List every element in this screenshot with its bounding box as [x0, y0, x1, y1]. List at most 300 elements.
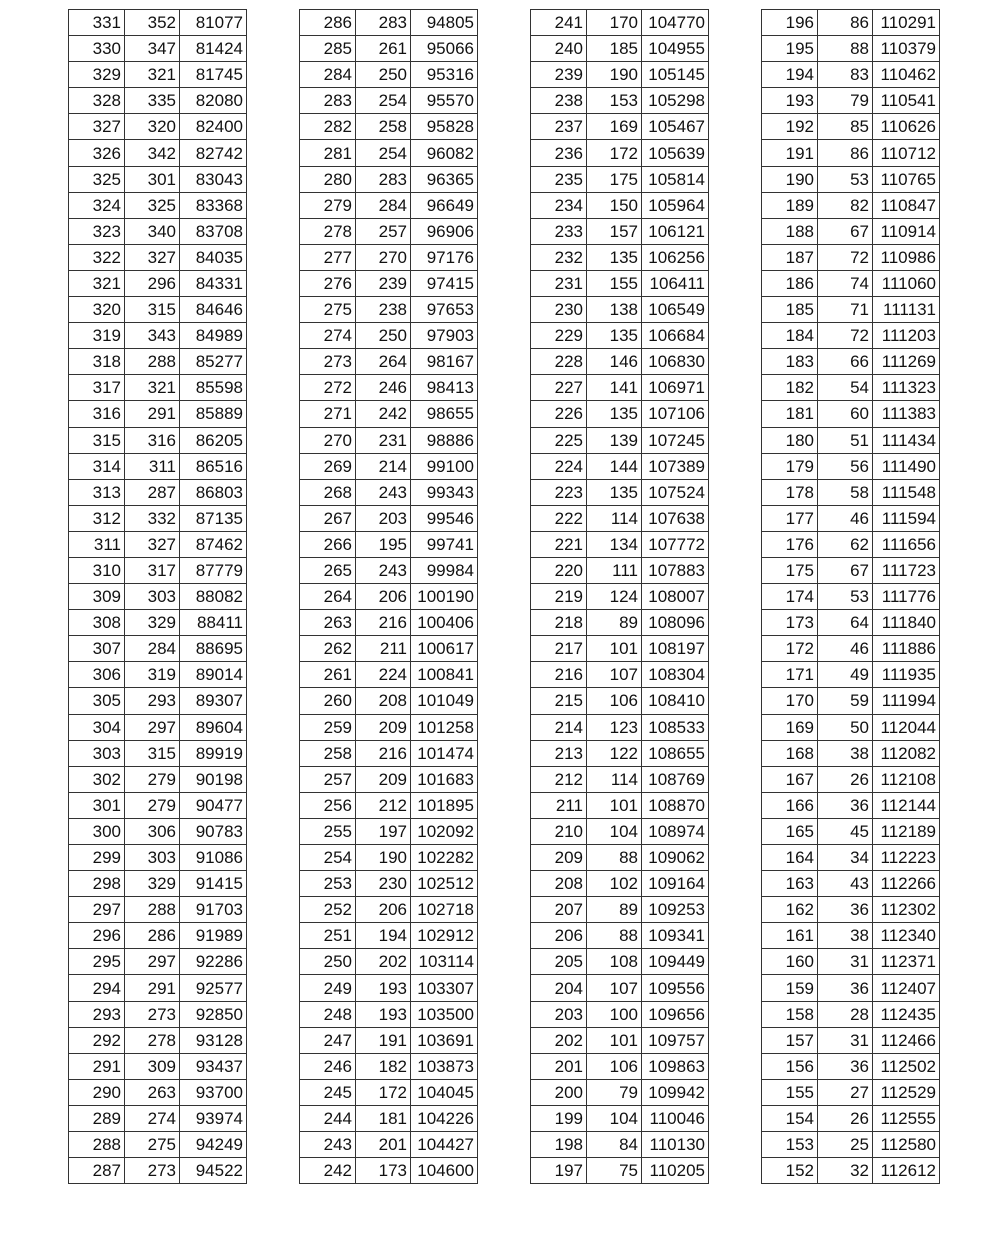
table-row — [531, 688, 709, 714]
cell-count: 74 — [818, 270, 873, 296]
cell-cumulative: 99546 — [411, 505, 478, 531]
table-body — [531, 10, 709, 1184]
cell-count: 135 — [587, 244, 642, 270]
table-row — [300, 1079, 478, 1105]
cell-count: 193 — [356, 1001, 411, 1027]
table-row — [300, 114, 478, 140]
cell-count: 343 — [125, 323, 180, 349]
cell-score: 269 — [300, 453, 356, 479]
cell-cumulative: 102282 — [411, 845, 478, 871]
cell-score: 283 — [300, 88, 356, 114]
cell-score: 321 — [69, 270, 125, 296]
cell-cumulative: 111723 — [873, 557, 940, 583]
cell-cumulative: 95570 — [411, 88, 478, 114]
table-row — [762, 375, 940, 401]
cell-count: 172 — [356, 1079, 411, 1105]
cell-score: 226 — [531, 401, 587, 427]
cell-count: 327 — [125, 244, 180, 270]
cell-count: 278 — [125, 1027, 180, 1053]
cell-count: 104 — [587, 1105, 642, 1131]
cell-score: 204 — [531, 975, 587, 1001]
cell-score: 298 — [69, 871, 125, 897]
table-body — [69, 10, 247, 1184]
cell-count: 106 — [587, 1053, 642, 1079]
table-row — [531, 323, 709, 349]
cell-count: 72 — [818, 323, 873, 349]
cell-cumulative: 93437 — [180, 1053, 247, 1079]
cell-score: 240 — [531, 36, 587, 62]
cell-cumulative: 85277 — [180, 349, 247, 375]
cell-score: 286 — [300, 10, 356, 36]
cell-count: 50 — [818, 714, 873, 740]
table-row — [300, 740, 478, 766]
table-row — [69, 766, 247, 792]
cell-cumulative: 106549 — [642, 297, 709, 323]
cell-cumulative: 108870 — [642, 792, 709, 818]
cell-score: 194 — [762, 62, 818, 88]
cell-score: 196 — [762, 10, 818, 36]
cell-cumulative: 89014 — [180, 662, 247, 688]
cell-cumulative: 111383 — [873, 401, 940, 427]
cell-cumulative: 86803 — [180, 479, 247, 505]
cell-cumulative: 101258 — [411, 714, 478, 740]
cell-score: 301 — [69, 792, 125, 818]
cell-cumulative: 83708 — [180, 218, 247, 244]
cell-cumulative: 112189 — [873, 818, 940, 844]
cell-cumulative: 109253 — [642, 897, 709, 923]
cell-score: 167 — [762, 766, 818, 792]
cell-score: 290 — [69, 1079, 125, 1105]
cell-count: 135 — [587, 401, 642, 427]
cell-score: 278 — [300, 218, 356, 244]
cell-score: 243 — [300, 1132, 356, 1158]
cell-count: 146 — [587, 349, 642, 375]
table-row — [762, 662, 940, 688]
cell-cumulative: 100406 — [411, 610, 478, 636]
cell-count: 212 — [356, 792, 411, 818]
cell-cumulative: 110130 — [642, 1132, 709, 1158]
cell-count: 101 — [587, 636, 642, 662]
cell-count: 144 — [587, 453, 642, 479]
cell-score: 259 — [300, 714, 356, 740]
cell-count: 173 — [356, 1158, 411, 1184]
table-row — [762, 114, 940, 140]
cell-score: 185 — [762, 297, 818, 323]
cell-count: 270 — [356, 244, 411, 270]
table-row — [762, 10, 940, 36]
cell-cumulative: 99100 — [411, 453, 478, 479]
cell-cumulative: 94249 — [180, 1132, 247, 1158]
cell-count: 293 — [125, 688, 180, 714]
cell-score: 174 — [762, 584, 818, 610]
table-row — [300, 505, 478, 531]
cell-count: 193 — [356, 975, 411, 1001]
table-row — [300, 166, 478, 192]
cell-cumulative: 88082 — [180, 584, 247, 610]
table-row — [531, 1027, 709, 1053]
cell-cumulative: 112555 — [873, 1105, 940, 1131]
table-row — [762, 218, 940, 244]
table-row — [762, 88, 940, 114]
table-row — [300, 349, 478, 375]
cell-score: 230 — [531, 297, 587, 323]
cell-score: 252 — [300, 897, 356, 923]
cell-score: 171 — [762, 662, 818, 688]
cell-score: 305 — [69, 688, 125, 714]
table-row — [300, 297, 478, 323]
cell-count: 320 — [125, 114, 180, 140]
cell-count: 239 — [356, 270, 411, 296]
table-row — [300, 1105, 478, 1131]
cell-count: 172 — [587, 140, 642, 166]
cell-cumulative: 108007 — [642, 584, 709, 610]
cell-cumulative: 111131 — [873, 297, 940, 323]
data-table-3 — [530, 9, 709, 1184]
cell-count: 274 — [125, 1105, 180, 1131]
cell-score: 318 — [69, 349, 125, 375]
cell-cumulative: 107245 — [642, 427, 709, 453]
cell-count: 216 — [356, 740, 411, 766]
table-row — [762, 453, 940, 479]
cell-count: 75 — [587, 1158, 642, 1184]
table-row — [531, 10, 709, 36]
cell-count: 273 — [125, 1158, 180, 1184]
cell-cumulative: 110914 — [873, 218, 940, 244]
cell-count: 291 — [125, 401, 180, 427]
cell-score: 225 — [531, 427, 587, 453]
table-row — [762, 766, 940, 792]
table-row — [69, 88, 247, 114]
cell-cumulative: 111323 — [873, 375, 940, 401]
cell-score: 287 — [69, 1158, 125, 1184]
cell-count: 79 — [587, 1079, 642, 1105]
cell-cumulative: 94522 — [180, 1158, 247, 1184]
cell-count: 296 — [125, 270, 180, 296]
cell-cumulative: 109942 — [642, 1079, 709, 1105]
cell-count: 208 — [356, 688, 411, 714]
table-row — [69, 427, 247, 453]
cell-count: 191 — [356, 1027, 411, 1053]
cell-count: 352 — [125, 10, 180, 36]
cell-score: 190 — [762, 166, 818, 192]
cell-cumulative: 97415 — [411, 270, 478, 296]
cell-cumulative: 109757 — [642, 1027, 709, 1053]
cell-count: 214 — [356, 453, 411, 479]
cell-score: 156 — [762, 1053, 818, 1079]
cell-count: 224 — [356, 662, 411, 688]
cell-count: 315 — [125, 297, 180, 323]
table-row — [531, 36, 709, 62]
cell-count: 211 — [356, 636, 411, 662]
cell-count: 36 — [818, 1053, 873, 1079]
cell-cumulative: 112529 — [873, 1079, 940, 1105]
cell-cumulative: 101683 — [411, 766, 478, 792]
cell-cumulative: 93974 — [180, 1105, 247, 1131]
cell-cumulative: 87462 — [180, 531, 247, 557]
cell-count: 182 — [356, 1053, 411, 1079]
cell-score: 308 — [69, 610, 125, 636]
table-row — [531, 949, 709, 975]
cell-score: 231 — [531, 270, 587, 296]
cell-score: 311 — [69, 531, 125, 557]
cell-score: 274 — [300, 323, 356, 349]
table-row — [69, 845, 247, 871]
cell-score: 172 — [762, 636, 818, 662]
cell-score: 270 — [300, 427, 356, 453]
cell-count: 306 — [125, 818, 180, 844]
cell-count: 88 — [587, 845, 642, 871]
table-row — [300, 923, 478, 949]
cell-cumulative: 98886 — [411, 427, 478, 453]
cell-cumulative: 110765 — [873, 166, 940, 192]
cell-cumulative: 99343 — [411, 479, 478, 505]
table-row — [762, 1001, 940, 1027]
cell-count: 104 — [587, 818, 642, 844]
cell-count: 135 — [587, 479, 642, 505]
cell-count: 82 — [818, 192, 873, 218]
table-row — [531, 871, 709, 897]
cell-cumulative: 81424 — [180, 36, 247, 62]
table-row — [531, 662, 709, 688]
table-row — [300, 1158, 478, 1184]
cell-cumulative: 108769 — [642, 766, 709, 792]
table-row — [69, 740, 247, 766]
cell-cumulative: 99984 — [411, 557, 478, 583]
cell-cumulative: 112302 — [873, 897, 940, 923]
data-table-2 — [299, 9, 478, 1184]
table-row — [531, 427, 709, 453]
cell-count: 85 — [818, 114, 873, 140]
cell-cumulative: 83043 — [180, 166, 247, 192]
cell-score: 160 — [762, 949, 818, 975]
cell-count: 101 — [587, 1027, 642, 1053]
cell-cumulative: 93128 — [180, 1027, 247, 1053]
cell-cumulative: 107883 — [642, 557, 709, 583]
cell-cumulative: 85889 — [180, 401, 247, 427]
cell-count: 36 — [818, 975, 873, 1001]
table-row — [69, 244, 247, 270]
cell-count: 111 — [587, 557, 642, 583]
cell-count: 31 — [818, 1027, 873, 1053]
cell-score: 288 — [69, 1132, 125, 1158]
cell-cumulative: 112435 — [873, 1001, 940, 1027]
cell-count: 231 — [356, 427, 411, 453]
table-row — [762, 401, 940, 427]
cell-score: 280 — [300, 166, 356, 192]
table-row — [531, 531, 709, 557]
cell-count: 67 — [818, 218, 873, 244]
table-row — [531, 1132, 709, 1158]
cell-count: 38 — [818, 923, 873, 949]
cell-count: 284 — [356, 192, 411, 218]
table-row — [531, 1053, 709, 1079]
cell-score: 324 — [69, 192, 125, 218]
cell-cumulative: 112144 — [873, 792, 940, 818]
data-table-1 — [68, 9, 247, 1184]
cell-cumulative: 92286 — [180, 949, 247, 975]
cell-cumulative: 81077 — [180, 10, 247, 36]
cell-score: 211 — [531, 792, 587, 818]
cell-cumulative: 111776 — [873, 584, 940, 610]
cell-score: 295 — [69, 949, 125, 975]
cell-score: 202 — [531, 1027, 587, 1053]
table-row — [69, 62, 247, 88]
cell-cumulative: 84331 — [180, 270, 247, 296]
cell-score: 326 — [69, 140, 125, 166]
cell-score: 241 — [531, 10, 587, 36]
cell-count: 79 — [818, 88, 873, 114]
table-row — [762, 1158, 940, 1184]
cell-score: 281 — [300, 140, 356, 166]
cell-cumulative: 85598 — [180, 375, 247, 401]
cell-cumulative: 111594 — [873, 505, 940, 531]
cell-count: 264 — [356, 349, 411, 375]
table-row — [531, 792, 709, 818]
table-row — [300, 453, 478, 479]
table-row — [762, 923, 940, 949]
cell-cumulative: 105145 — [642, 62, 709, 88]
cell-cumulative: 106121 — [642, 218, 709, 244]
table-row — [762, 1105, 940, 1131]
cell-score: 154 — [762, 1105, 818, 1131]
cell-score: 316 — [69, 401, 125, 427]
table-row — [69, 166, 247, 192]
cell-score: 306 — [69, 662, 125, 688]
table-row — [69, 140, 247, 166]
table-row — [531, 166, 709, 192]
cell-score: 297 — [69, 897, 125, 923]
cell-count: 316 — [125, 427, 180, 453]
cell-score: 302 — [69, 766, 125, 792]
cell-score: 169 — [762, 714, 818, 740]
cell-count: 203 — [356, 505, 411, 531]
cell-cumulative: 102092 — [411, 818, 478, 844]
cell-score: 303 — [69, 740, 125, 766]
cell-score: 330 — [69, 36, 125, 62]
table-row — [69, 479, 247, 505]
table-row — [762, 531, 940, 557]
cell-score: 208 — [531, 871, 587, 897]
cell-count: 36 — [818, 792, 873, 818]
cell-cumulative: 90477 — [180, 792, 247, 818]
cell-cumulative: 96649 — [411, 192, 478, 218]
table-row — [300, 949, 478, 975]
table-row — [531, 1001, 709, 1027]
cell-score: 163 — [762, 871, 818, 897]
table-row — [531, 192, 709, 218]
cell-cumulative: 89604 — [180, 714, 247, 740]
cell-cumulative: 97653 — [411, 297, 478, 323]
cell-cumulative: 90198 — [180, 766, 247, 792]
cell-score: 188 — [762, 218, 818, 244]
cell-cumulative: 111840 — [873, 610, 940, 636]
cell-count: 327 — [125, 531, 180, 557]
cell-count: 88 — [587, 923, 642, 949]
cell-cumulative: 105964 — [642, 192, 709, 218]
table-row — [531, 244, 709, 270]
table-row — [300, 557, 478, 583]
cell-cumulative: 101895 — [411, 792, 478, 818]
cell-score: 307 — [69, 636, 125, 662]
cell-cumulative: 111434 — [873, 427, 940, 453]
cell-count: 175 — [587, 166, 642, 192]
cell-cumulative: 81745 — [180, 62, 247, 88]
data-table-4 — [761, 9, 940, 1184]
cell-count: 169 — [587, 114, 642, 140]
cell-count: 46 — [818, 505, 873, 531]
table-row — [300, 975, 478, 1001]
cell-score: 206 — [531, 923, 587, 949]
cell-score: 299 — [69, 845, 125, 871]
cell-cumulative: 109164 — [642, 871, 709, 897]
cell-cumulative: 108974 — [642, 818, 709, 844]
cell-score: 191 — [762, 140, 818, 166]
cell-score: 296 — [69, 923, 125, 949]
table-row — [69, 218, 247, 244]
cell-score: 300 — [69, 818, 125, 844]
table-row — [531, 114, 709, 140]
table-row — [300, 218, 478, 244]
cell-score: 266 — [300, 531, 356, 557]
cell-count: 26 — [818, 1105, 873, 1131]
cell-count: 114 — [587, 766, 642, 792]
table-row — [69, 36, 247, 62]
table-row — [300, 818, 478, 844]
cell-score: 273 — [300, 349, 356, 375]
table-row — [69, 818, 247, 844]
table-row — [69, 923, 247, 949]
table-row — [300, 584, 478, 610]
cell-cumulative: 87779 — [180, 557, 247, 583]
table-row — [531, 140, 709, 166]
cell-cumulative: 87135 — [180, 505, 247, 531]
cell-cumulative: 93700 — [180, 1079, 247, 1105]
cell-score: 186 — [762, 270, 818, 296]
cell-cumulative: 110379 — [873, 36, 940, 62]
cell-score: 267 — [300, 505, 356, 531]
table-row — [300, 192, 478, 218]
cell-score: 187 — [762, 244, 818, 270]
cell-count: 84 — [587, 1132, 642, 1158]
cell-count: 141 — [587, 375, 642, 401]
cell-count: 194 — [356, 923, 411, 949]
cell-score: 193 — [762, 88, 818, 114]
cell-score: 177 — [762, 505, 818, 531]
table-row — [300, 479, 478, 505]
table-row — [531, 270, 709, 296]
table-row — [69, 1158, 247, 1184]
cell-count: 216 — [356, 610, 411, 636]
table-row — [300, 688, 478, 714]
cell-score: 212 — [531, 766, 587, 792]
table-row — [531, 636, 709, 662]
cell-score: 198 — [531, 1132, 587, 1158]
cell-count: 315 — [125, 740, 180, 766]
cell-score: 199 — [531, 1105, 587, 1131]
cell-cumulative: 108533 — [642, 714, 709, 740]
cell-score: 214 — [531, 714, 587, 740]
cell-score: 180 — [762, 427, 818, 453]
cell-count: 297 — [125, 714, 180, 740]
cell-cumulative: 98413 — [411, 375, 478, 401]
table-row — [531, 610, 709, 636]
cell-cumulative: 109341 — [642, 923, 709, 949]
cell-cumulative: 111490 — [873, 453, 940, 479]
table-row — [531, 297, 709, 323]
cell-count: 108 — [587, 949, 642, 975]
cell-cumulative: 82742 — [180, 140, 247, 166]
table-row — [69, 1132, 247, 1158]
